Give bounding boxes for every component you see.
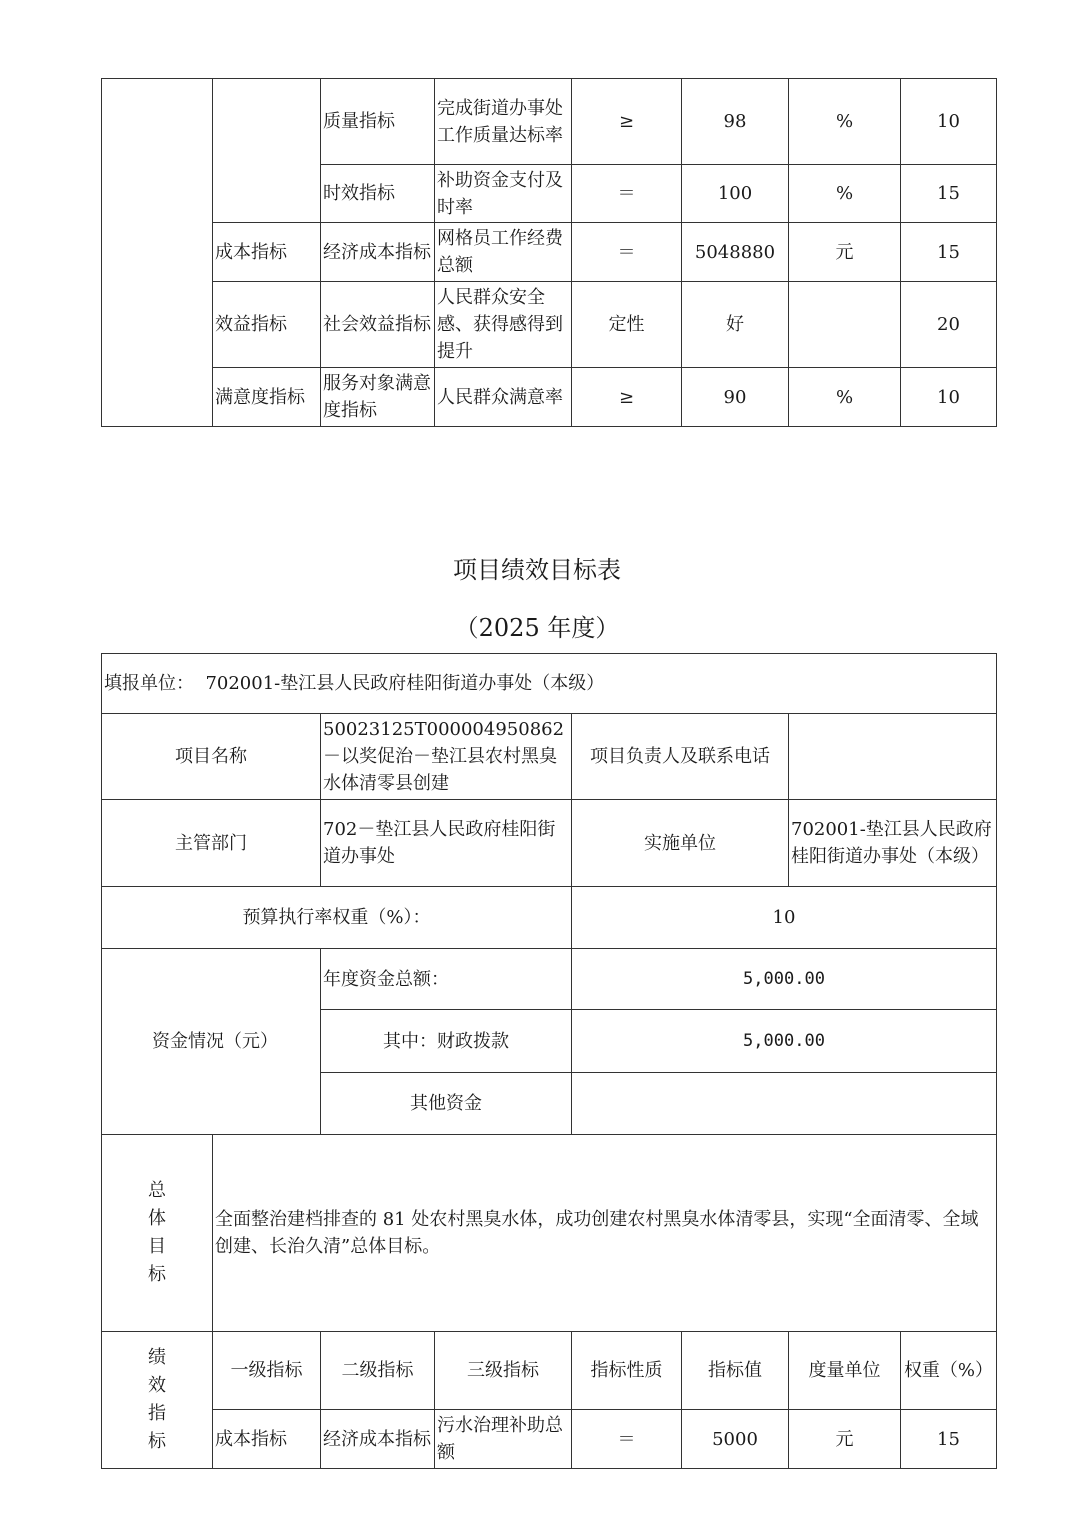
perf-weight: 15 xyxy=(901,1410,997,1469)
level2-cell: 成本指标 xyxy=(213,223,321,282)
level3-cell: 服务对象满意度指标 xyxy=(321,368,435,427)
header-level2: 二级指标 xyxy=(321,1332,435,1410)
level3-cell: 经济成本指标 xyxy=(321,223,435,282)
project-name-row xyxy=(102,714,997,800)
implementing-unit-value: 702001-垫江县人民政府桂阳街道办事处（本级） xyxy=(789,800,997,887)
level2-cell: 效益指标 xyxy=(213,282,321,368)
perf-unit: 元 xyxy=(789,1410,901,1469)
indicator-operator: ≥ xyxy=(572,368,682,427)
project-leader-value xyxy=(789,714,997,800)
header-level1: 一级指标 xyxy=(213,1332,321,1410)
department-label: 主管部门 xyxy=(102,800,321,887)
perf-level1: 成本指标 xyxy=(213,1410,321,1469)
indicator-value: 98 xyxy=(682,79,789,165)
reporting-unit-cell xyxy=(102,654,997,714)
overall-goal-text: 全面整治建档排查的 81 处农村黑臭水体，成功创建农村黑臭水体清零县，实现“全面清零、全域创建、长治久清”总体目标。 xyxy=(213,1135,997,1332)
indicator-desc: 完成街道办事处工作质量达标率 xyxy=(435,79,572,165)
funds-total-row xyxy=(102,949,997,1010)
indicator-unit: % xyxy=(789,165,901,223)
perf-level2: 经济成本指标 xyxy=(321,1410,435,1469)
indicator-unit xyxy=(789,282,901,368)
table-row xyxy=(102,282,997,368)
indicator-weight: 15 xyxy=(901,165,997,223)
fiscal-value: 5,000.00 xyxy=(572,1010,997,1073)
indicator-value: 90 xyxy=(682,368,789,427)
indicator-unit: 元 xyxy=(789,223,901,282)
implementing-unit-label: 实施单位 xyxy=(572,800,789,887)
annual-total-value: 5,000.00 xyxy=(572,949,997,1010)
indicator-desc: 补助资金支付及时率 xyxy=(435,165,572,223)
table-row xyxy=(102,79,997,165)
level3-cell: 社会效益指标 xyxy=(321,282,435,368)
level2-cell: 满意度指标 xyxy=(213,368,321,427)
budget-rate-value: 10 xyxy=(572,887,997,949)
indicator-weight: 10 xyxy=(901,368,997,427)
indicator-weight: 15 xyxy=(901,223,997,282)
perf-operator: ＝ xyxy=(572,1410,682,1469)
indicator-unit: % xyxy=(789,79,901,165)
header-level3: 三级指标 xyxy=(435,1332,572,1410)
indicator-desc: 网格员工作经费总额 xyxy=(435,223,572,282)
perf-header-row xyxy=(102,1332,997,1410)
indicator-unit: % xyxy=(789,368,901,427)
table-row xyxy=(102,223,997,282)
header-unit: 度量单位 xyxy=(789,1332,901,1410)
perf-level3: 污水治理补助总额 xyxy=(435,1410,572,1469)
project-name-value: 50023125T000004950862－以奖促治－垫江县农村黑臭水体清零县创建 xyxy=(321,714,572,800)
department-value: 702－垫江县人民政府桂阳街道办事处 xyxy=(321,800,572,887)
perf-value: 5000 xyxy=(682,1410,789,1469)
indicator-operator: ＝ xyxy=(572,165,682,223)
other-funds-value xyxy=(572,1073,997,1135)
funds-label: 资金情况（元） xyxy=(102,949,321,1135)
budget-rate-label: 预算执行率权重（%）： xyxy=(102,887,572,949)
budget-rate-row xyxy=(102,887,997,949)
indicator-operator: 定性 xyxy=(572,282,682,368)
project-leader-label: 项目负责人及联系电话 xyxy=(572,714,789,800)
indicator-value: 5048880 xyxy=(682,223,789,282)
document-title: 项目绩效目标表 xyxy=(453,556,621,584)
performance-target-table xyxy=(101,653,997,1469)
document-year: （2025 年度） xyxy=(454,614,620,642)
indicator-value: 好 xyxy=(682,282,789,368)
table-row xyxy=(102,1410,997,1469)
overall-goal-row xyxy=(102,1135,997,1332)
table-row xyxy=(102,368,997,427)
header-weight: 权重（%） xyxy=(901,1332,997,1410)
indicator-value: 100 xyxy=(682,165,789,223)
header-value: 指标值 xyxy=(682,1332,789,1410)
level1-cell xyxy=(102,79,213,427)
indicator-desc: 人民群众满意率 xyxy=(435,368,572,427)
indicator-operator: ＝ xyxy=(572,223,682,282)
level3-cell: 质量指标 xyxy=(321,79,435,165)
reporting-unit-row xyxy=(102,654,997,714)
indicator-weight: 10 xyxy=(901,79,997,165)
overall-goal-label: 总体目标 xyxy=(102,1135,213,1332)
header-nature: 指标性质 xyxy=(572,1332,682,1410)
indicator-operator: ≥ xyxy=(572,79,682,165)
top-indicator-table xyxy=(101,78,997,427)
other-funds-label: 其他资金 xyxy=(321,1073,572,1135)
fiscal-label: 其中：财政拨款 xyxy=(321,1010,572,1073)
reporting-unit-value: 702001-垫江县人民政府桂阳街道办事处（本级） xyxy=(205,673,605,694)
indicator-weight: 20 xyxy=(901,282,997,368)
level2-cell xyxy=(213,79,321,223)
perf-indicator-label: 绩效指标 xyxy=(102,1332,213,1469)
indicator-desc: 人民群众安全感、获得感得到提升 xyxy=(435,282,572,368)
level3-cell: 时效指标 xyxy=(321,165,435,223)
department-row xyxy=(102,800,997,887)
project-name-label: 项目名称 xyxy=(102,714,321,800)
reporting-unit-label: 填报单位： xyxy=(104,673,194,694)
annual-total-label: 年度资金总额： xyxy=(321,949,572,1010)
